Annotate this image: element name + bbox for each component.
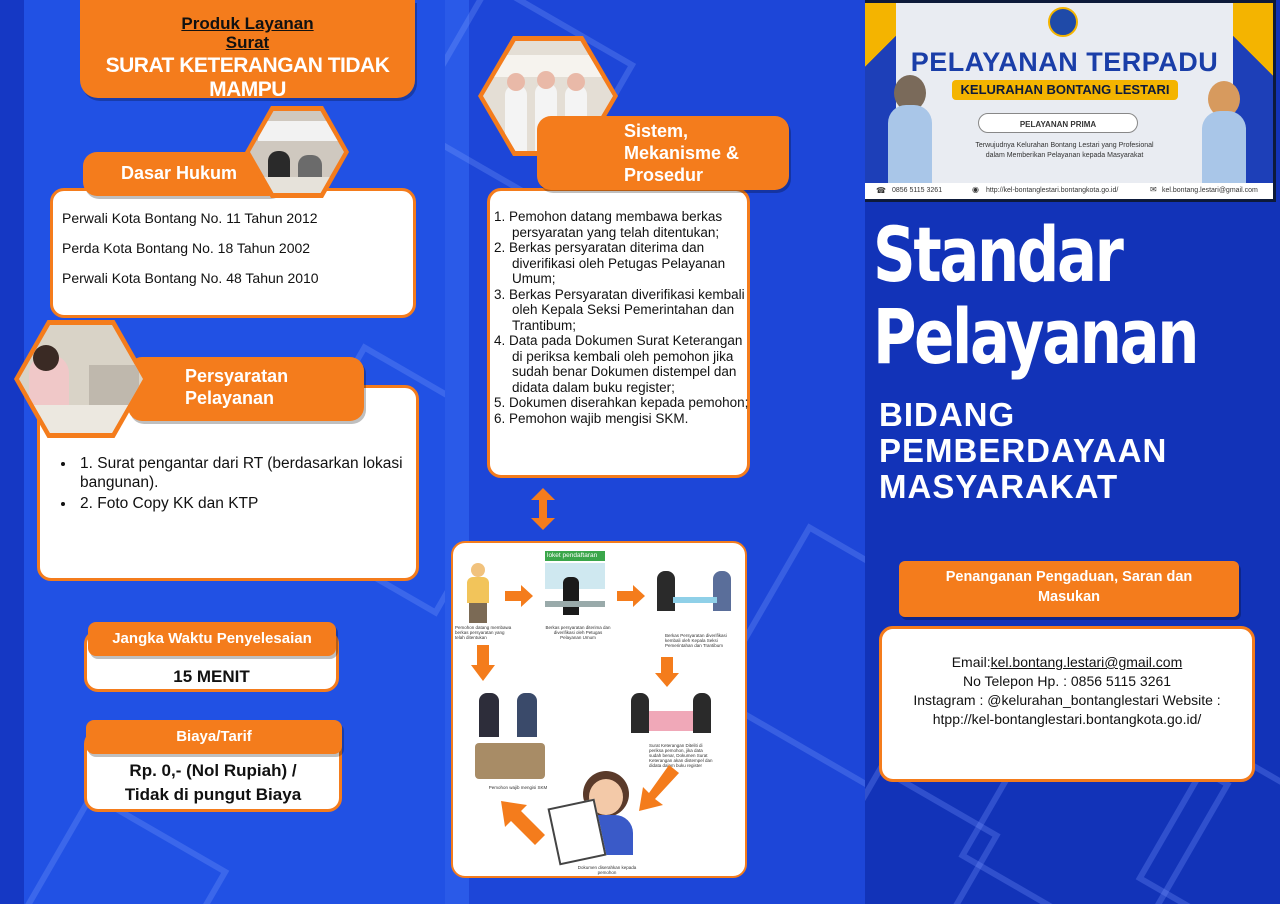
flow-diagram <box>451 541 747 878</box>
sistem-step: 2. Berkas persyaratan diterima dan diverifikasi oleh Petugas Pelayanan Umum; <box>494 240 726 286</box>
verification-icon <box>631 689 715 745</box>
flow-caption: Pemohon datang membawa berkas persyaratan yang telah ditentukan <box>455 625 512 640</box>
banner-web: http://kel-bontanglestari.bontangkota.go.id/ <box>986 187 1119 194</box>
loket-icon <box>545 551 605 619</box>
staff-figure-left <box>884 75 936 185</box>
sistem-step: 3. Berkas Persyaratan diverifikasi kembali oleh Kepala Seksi Pemerintahan dan Trantibum; <box>494 286 745 333</box>
sistem-tab <box>537 116 789 190</box>
pengaduan-website: htpp://kel-bontanglestari.bontangkota.go.id/ <box>932 711 1202 727</box>
banner-subtitle: KELURAHAN BONTANG LESTARI <box>960 82 1170 97</box>
header-line1: Produk Layanan <box>181 14 314 33</box>
hero-sub3: MASYARAKAT <box>879 468 1119 505</box>
jangka-waktu-value: 15 MENIT <box>173 667 250 686</box>
double-arrow-icon <box>531 488 555 530</box>
banner-pill-label: PELAYANAN PRIMA <box>1019 120 1097 129</box>
sistem-step: 5. Dokumen diserahkan kepada pemohon; <box>494 395 749 410</box>
banner-footer <box>865 183 1276 199</box>
panel-middle <box>445 0 865 904</box>
sistem-title-2: Mekanisme & <box>624 143 740 163</box>
panel-right <box>865 0 1280 904</box>
pengaduan-title-2: Masukan <box>1037 589 1101 605</box>
sistem-title-3: Prosedur <box>624 165 704 185</box>
banner-title: PELAYANAN TERPADU <box>910 47 1219 77</box>
header-line2: Surat <box>225 33 270 52</box>
pengaduan-instagram: Instagram : @kelurahan_bontanglestari Website : <box>913 692 1221 708</box>
stripe <box>0 0 24 904</box>
banner-tagline-1: Terwujudnya Kelurahan Bontang Lestari yang Profesional <box>975 142 1154 149</box>
hero-sub1: BIDANG <box>879 396 1016 433</box>
biaya-line1: Rp. 0,- (Nol Rupiah) / <box>129 761 297 780</box>
header-tab <box>80 0 415 101</box>
dasar-hukum-item: Perda Kota Bontang No. 18 Tahun 2002 <box>62 240 311 256</box>
banner-pill <box>978 113 1138 133</box>
staff-figure-right <box>1198 81 1250 185</box>
arrow-right-icon <box>617 585 645 607</box>
banner-tagline-2: dalam Memberikan Pelayanan kepada Masyarakat <box>985 152 1144 159</box>
sistem-title-1: Sistem, <box>624 121 689 141</box>
pengaduan-box <box>879 626 1255 782</box>
sistem-box <box>487 188 750 478</box>
biaya-line2: Tidak di pungut Biaya <box>124 785 302 804</box>
banner <box>865 0 1276 202</box>
jangka-waktu-tab <box>88 622 336 656</box>
header-line3: SURAT KETERANGAN TIDAK MAMPU <box>105 54 390 101</box>
flow-caption: Surat Keterangan Diteliti di periksa pemohon, jika data sudah benar, Dokumen Surat Keterangan akan distempel dan didata dalam buku register <box>649 743 713 768</box>
pengaduan-email-label: Email: <box>951 654 991 670</box>
bg-hex <box>865 764 1001 904</box>
loket-label: loket pendaftaran <box>545 551 605 561</box>
handshake-icon <box>475 693 545 781</box>
arrow-right-icon <box>505 585 533 607</box>
banner-email: kel.bontang.lestari@gmail.com <box>1162 187 1258 194</box>
phone-icon: ☎ <box>876 186 886 195</box>
pengaduan-tab <box>899 561 1239 617</box>
flow-caption: Dokumen diserahkan kepada pemohon <box>577 865 637 875</box>
arrow-down-icon <box>471 645 495 681</box>
flow-caption: Pemohon wajib mengisi SKM <box>488 785 548 790</box>
biaya-tab <box>86 720 342 754</box>
flow-caption: Berkas Persyaratan diverifikasi kembali oleh Kepala Seksi Pemerintahan dan Trantibum <box>665 633 727 648</box>
globe-icon: ◉ <box>972 185 979 194</box>
logo-emblem <box>1048 7 1078 37</box>
persyaratan-title-2: Pelayanan <box>185 388 275 408</box>
dasar-hukum-item: Perwali Kota Bontang No. 11 Tahun 2012 <box>62 210 318 226</box>
banner-phone: 0856 5115 3261 <box>892 187 943 194</box>
persyaratan-tab <box>128 357 364 421</box>
mail-icon: ✉ <box>1150 185 1157 194</box>
sistem-step: 4. Data pada Dokumen Surat Keterangan di periksa kembali oleh pemohon jika sudah benar Dokumen distempel dan didata dalam buku register; <box>494 333 743 395</box>
arrow-diagonal-icon <box>501 801 545 845</box>
hero-sub2: PEMBERDAYAAN <box>879 432 1168 469</box>
flow-caption: Berkas persyaratan diterima dan diverifikasi oleh Petugas Pelayanan Umum <box>545 625 611 640</box>
hero-line2: Pelayanan <box>873 292 1198 381</box>
sistem-step: 6. Pemohon wajib mengisi SKM. <box>494 410 689 426</box>
dasar-hukum-item: Perwali Kota Bontang No. 48 Tahun 2010 <box>62 270 319 286</box>
arrow-down-icon <box>655 657 679 687</box>
sistem-step: 1. Pemohon datang membawa berkas persyaratan yang telah ditentukan; <box>494 209 723 240</box>
persyaratan-title-1: Persyaratan <box>185 366 289 386</box>
hero-line1: Standar <box>873 210 1122 299</box>
pengaduan-phone: No Telepon Hp. : 0856 5115 3261 <box>962 673 1172 689</box>
pengaduan-title-1: Penanganan Pengaduan, Saran dan <box>945 569 1193 585</box>
person-icon <box>465 563 491 623</box>
arrow-diagonal-icon <box>639 765 679 811</box>
persyaratan-item: • 1. Surat pengantar dari RT (berdasarkan lokasi bangunan). <box>76 454 416 492</box>
pengaduan-email-link[interactable]: kel.bontang.lestari@gmail.com <box>990 654 1183 670</box>
meeting-icon <box>657 571 735 619</box>
jangka-waktu-title: Jangka Waktu Penyelesaian <box>112 630 312 647</box>
panel-left <box>0 0 445 904</box>
persyaratan-item: • 2. Foto Copy KK dan KTP <box>76 494 416 513</box>
banner-subtitle-bar <box>952 80 1178 100</box>
biaya-title: Biaya/Tarif <box>176 728 252 745</box>
pengaduan-email-row <box>882 653 1252 672</box>
dasar-hukum-title: Dasar Hukum <box>121 163 238 183</box>
woman-document-icon <box>549 765 649 865</box>
dasar-hukum-box <box>50 188 416 318</box>
